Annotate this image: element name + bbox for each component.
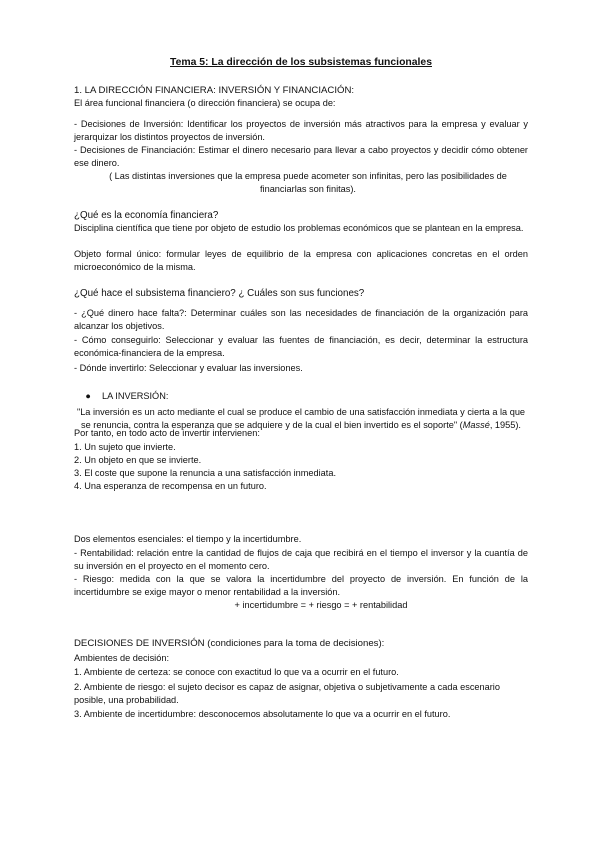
economia-definition: Disciplina científica que tiene por objeto de estudio los problemas económicos que se plantean en la empresa. xyxy=(74,223,524,233)
inversion-heading xyxy=(74,390,528,403)
quote-year: , 1955). xyxy=(489,420,521,430)
riesgo-definition: - Riesgo: medida con la que se valora la incertidumbre del proyecto de inversión. En función de la incertidumbre se exige mayor o menor rentabilidad a la inversión. xyxy=(74,574,528,597)
funcion-que-dinero: - ¿Qué dinero hace falta?: Determinar cuáles son las necesidades de financiación de la organización para alcanzar los objetivos. xyxy=(74,308,528,331)
ambientes-subheading: Ambientes de decisión: xyxy=(74,653,169,663)
ambientes-list xyxy=(74,666,528,721)
decisiones-heading: DECISIONES DE INVERSIÓN (condiciones para la toma de decisiones): xyxy=(74,638,385,649)
section-intro: El área funcional financiera (o dirección financiera) se ocupa de: xyxy=(74,98,336,108)
section-financiera xyxy=(74,84,528,110)
inversion-quote: "La inversión es un acto mediante el cual se produce el cambio de una satisfacción inmediata y cierta a la que se renuncia, contra la esperanza que se adquiere y de la cual el bien invertido es el soporte" (Massé, 1955). xyxy=(76,407,526,430)
decisiones-inversion-item: - Decisiones de Inversión: Identificar los proyectos de inversión más atractivos para la empresa y evaluar y jerarquizar los distintos proyectos de inversión. xyxy=(74,119,528,142)
riesgo-formula: + incertidumbre = + riesgo = + rentabilidad xyxy=(234,600,408,610)
list-item: 4. Una esperanza de recompensa en un futuro. xyxy=(74,481,267,491)
list-item: 2. Ambiente de riesgo: el sujeto decisor es capaz de asignar, objetiva o subjetivamente a cada escenario posible, una probabilidad. xyxy=(74,682,500,705)
list-item: 1. Un sujeto que invierte. xyxy=(74,442,176,452)
inversion-heading-text: LA INVERSIÓN: xyxy=(102,391,169,401)
bullet-icon: ● xyxy=(85,391,91,401)
elementos-intro: Por tanto, en todo acto de invertir intervienen: xyxy=(74,428,260,438)
list-item: 1. Ambiente de certeza: se conoce con exactitud lo que va a ocurrir en el futuro. xyxy=(74,667,399,677)
economia-objeto: Objeto formal único: formular leyes de equilibrio de la empresa con aplicaciones concretas en el orden microeconómico de la misma. xyxy=(74,249,528,272)
decisiones-financiacion-item: - Decisiones de Financiación: Estimar el dinero necesario para llevar a cabo proyectos y decidir cómo obtener ese dinero. xyxy=(74,145,528,168)
elementos-list xyxy=(74,441,528,493)
esenciales-intro: Dos elementos esenciales: el tiempo y la incertidumbre. xyxy=(74,534,302,544)
list-item: 3. El coste que supone la renuncia a una satisfacción inmediata. xyxy=(74,468,337,478)
list-item: 3. Ambiente de incertidumbre: desconocemos absolutamente lo que va a ocurrir en el futuro. xyxy=(74,709,451,719)
subsistema-question: ¿Qué hace el subsistema financiero? ¿ Cuáles son sus funciones? xyxy=(74,288,365,299)
inversiones-note: ( Las distintas inversiones que la empresa puede acometer son infinitas, pero las posibilidades de financiarlas son finitas). xyxy=(109,171,507,194)
quote-text: "La inversión es un acto mediante el cual se produce el cambio de una satisfacción inmediata y cierta a la que se renuncia, contra la esperanza que se adquiere y de la cual el bien invertido es el soporte" xyxy=(76,407,526,430)
funcion-como-conseguirlo: - Cómo conseguirlo: Seleccionar y evaluar las fuentes de financiación, es decir, determinar la estructura económica-financiera de la empresa. xyxy=(74,335,528,358)
economia-question: ¿Qué es la economía financiera? xyxy=(74,210,219,221)
quote-author: Massé xyxy=(462,420,490,430)
funcion-donde-invertirlo: - Dónde invertirlo: Seleccionar y evaluar las inversiones. xyxy=(74,363,303,373)
section-heading: 1. LA DIRECCIÓN FINANCIERA: INVERSIÓN Y FINANCIACIÓN: xyxy=(74,85,355,96)
rentabilidad-definition: - Rentabilidad: relación entre la cantidad de flujos de caja que recibirá en el tiempo el inversor y la cuantía de su inversión en el proyecto en el momento cero. xyxy=(74,548,528,571)
page-title: Tema 5: La dirección de los subsistemas funcionales xyxy=(170,57,432,68)
list-item: 2. Un objeto en que se invierte. xyxy=(74,455,202,465)
